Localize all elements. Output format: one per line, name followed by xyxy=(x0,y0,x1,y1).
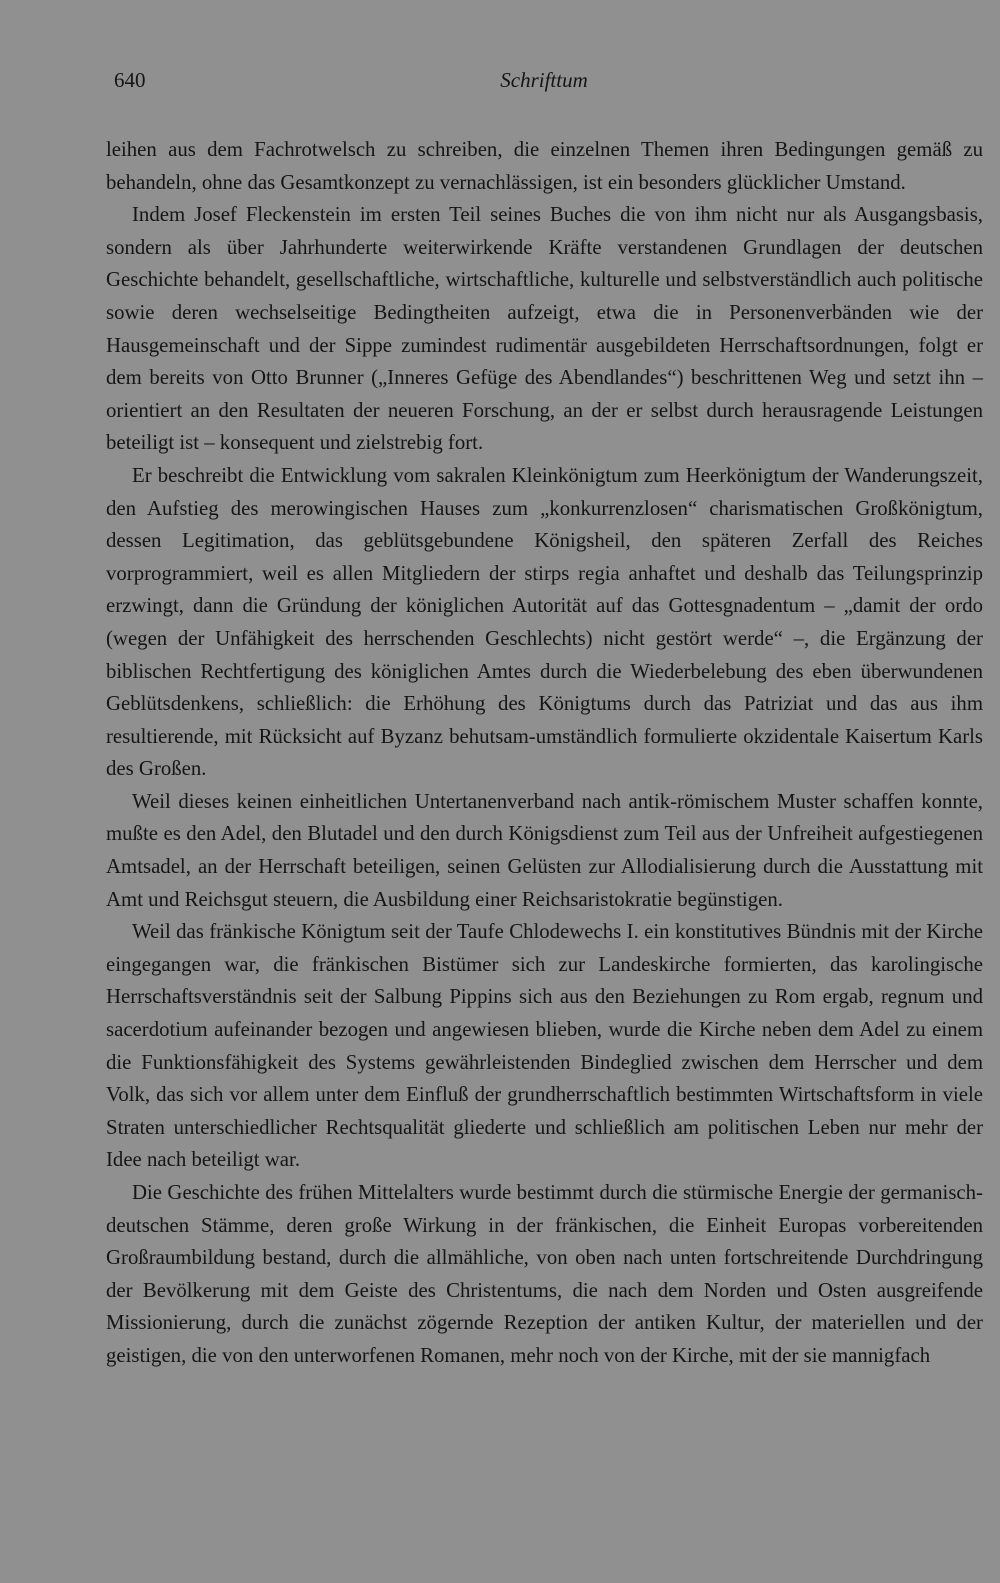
running-title: Schrifttum xyxy=(500,68,588,92)
paragraph: Er beschreibt die Entwicklung vom sakralen Kleinkönigtum zum Heerkönigtum der Wanderungszeit, den Aufstieg des merowingischen Hauses zum „konkurrenzlosen“ charismatischen Großkönigtum, dessen Legitimation, das geblütsgebundene Königsheil, den späteren Zerfall des Reiches vorprogrammiert, weil es allen Mitgliedern der stirps regia anhaftet und deshalb das Teilungsprinzip erzwingt, dann die Gründung der königlichen Autorität auf das Gottesgnadentum – „damit der ordo (wegen der Unfähigkeit des herrschenden Geschlechts) nicht gestört werde“ –, die Ergänzung der biblischen Rechtfertigung des königlichen Amtes durch die Wiederbelebung des eben überwundenen Geblütsdenkens, schließlich: die Erhöhung des Königtums durch das Patriziat und das aus ihm resultierende, mit Rücksicht auf Byzanz behutsam-umständlich formulierte okzidentale Kaisertum Karls des Großen. xyxy=(106,463,983,781)
paragraph: Weil das fränkische Königtum seit der Taufe Chlodewechs I. ein konstitutives Bündnis mit der Kirche eingegangen war, die fränkischen Bistümer sich zur Landeskirche formierten, das karolingische Herrschaftsverständnis seit der Salbung Pippins sich aus den Beziehungen zu Rom ergab, regnum und sacerdotium aufeinander bezogen und angewiesen blieben, wurde die Kirche neben dem Adel zu einem die Funktionsfähigkeit des Systems gewährleistenden Bindeglied zwischen dem Herrscher und dem Volk, das sich vor allem unter dem Einfluß der grundherrschaftlich bestimmten Wirtschaftsform in viele Straten unterschiedlicher Rechtsqualität gliederte und schließlich am politischen Leben nur mehr der Idee nach beteiligt war. xyxy=(106,920,983,1172)
paragraph: leihen aus dem Fachrotwelsch zu schreiben, die einzelnen Themen ihren Bedingungen gemäß zu behandeln, ohne das Gesamtkonzept zu vernachlässigen, ist ein besonders glücklicher Umstand. xyxy=(106,138,983,194)
paragraph: Indem Josef Fleckenstein im ersten Teil seines Buches die von ihm nicht nur als Ausgangsbasis, sondern als über Jahrhunderte weiterwirkende Kräfte verstandenen Grundlagen der deutschen Geschichte behandelt, gesellschaftliche, wirtschaftliche, kulturelle und selbstverständlich auch politische sowie deren wechselseitige Bedingtheiten aufzeigt, etwa die in Personenverbänden wie der Hausgemeinschaft und der Sippe zumindest rudimentär ausgebildeten Herrschaftsordnungen, folgt er dem bereits von Otto Brunner („Inneres Gefüge des Abendlandes“) beschrittenen Weg und setzt ihn – orientiert an den Resultaten der neueren Forschung, an der er selbst durch herausragende Leistungen beteiligt ist – konsequent und zielstrebig fort. xyxy=(106,203,983,455)
paragraph: Weil dieses keinen einheitlichen Untertanenverband nach antik-römischem Muster schaffen konnte, mußte es den Adel, den Blutadel und den durch Königsdienst zum Teil aus der Unfreiheit aufgestiegenen Amtsadel, an der Herrschaft beteiligen, seinen Gelüsten zur Allodialisierung durch die Ausstattung mit Amt und Reichsgut steuern, die Ausbildung einer Reichsaristokratie begünstigen. xyxy=(106,789,983,911)
running-head xyxy=(106,66,982,98)
page-number: 640 xyxy=(114,68,146,92)
body-text xyxy=(106,134,983,1373)
paragraph: Die Geschichte des frühen Mittelalters wurde bestimmt durch die stürmische Energie der germanisch-deutschen Stämme, deren große Wirkung in der fränkischen, die Einheit Europas vorbereitenden Großraumbildung bestand, durch die allmähliche, von oben nach unten fortschreitende Durchdringung der Bevölkerung mit dem Geiste des Christentums, die nach dem Norden und Osten ausgreifende Missionierung, durch die zunächst zögernde Rezeption der antiken Kultur, der materiellen und der geistigen, die von den unterworfenen Romanen, mehr noch von der Kirche, mit der sie mannigfach xyxy=(106,1181,983,1367)
